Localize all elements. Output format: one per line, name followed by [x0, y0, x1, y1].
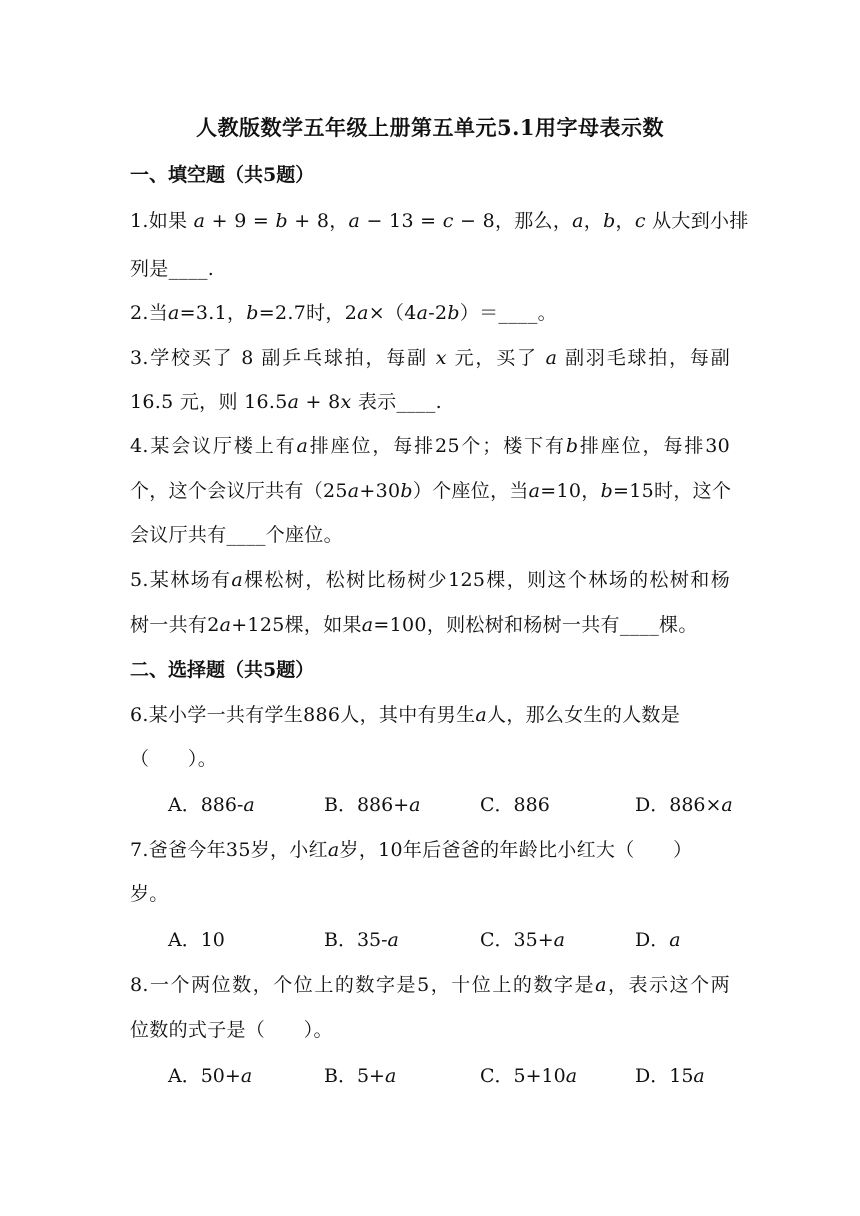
question-7-line-1: 7.爸爸今年35岁，小红𝑎岁，10年后爸爸的年龄比小红大（ ）	[130, 839, 693, 861]
section-heading-fill-blank: 一、填空题（共5题）	[130, 164, 315, 186]
question-1-line-2: 列是____.	[130, 258, 215, 280]
question-8-choice-d: D．15𝑎	[635, 1065, 705, 1087]
question-6-choice-c: C．886	[480, 794, 550, 816]
page-title: 人教版数学五年级上册第五单元5.1用字母表示数	[195, 115, 665, 140]
question-3-line-2: 16.5 元，则 16.5𝑎 + 8𝑥 表示____.	[130, 391, 442, 413]
question-7-choice-a: A．10	[168, 929, 225, 951]
question-5-line-2: 树一共有2𝑎+125棵，如果𝑎=100，则松树和杨树一共有____棵。	[130, 614, 698, 636]
question-4-line-2: 个，这个会议厅共有（25𝑎+30𝑏）个座位，当𝑎=10，𝑏=15时，这个	[130, 480, 732, 502]
question-2-line-1: 2.当𝑎=3.1，𝑏=2.7时，2𝑎×（4𝑎-2𝑏）＝____。	[130, 302, 557, 324]
question-6-choice-d: D．886×𝑎	[635, 794, 733, 816]
question-6-choice-b: B．886+𝑎	[324, 794, 421, 816]
question-1-line-1: 1.如果 𝑎 + 9 = 𝑏 + 8，𝑎 − 13 = 𝑐 − 8，那么，𝑎，𝑏，𝑐 从大到小排	[130, 210, 749, 232]
question-3-line-1: 3.学校买了 8 副乒乓球拍，每副 𝑥 元，买了 𝑎 副羽毛球拍，每副	[130, 347, 730, 369]
question-7-choice-c: C．35+𝑎	[480, 929, 565, 951]
question-7-choice-d: D．𝑎	[635, 929, 681, 951]
question-4-line-3: 会议厅共有____个座位。	[130, 524, 343, 546]
question-8-choice-b: B．5+𝑎	[324, 1065, 397, 1087]
question-8-choice-a: A．50+𝑎	[168, 1065, 253, 1087]
question-6-choice-a: A．886-𝑎	[168, 794, 255, 816]
question-8-choice-c: C．5+10𝑎	[480, 1065, 578, 1087]
section-heading-multiple-choice: 二、选择题（共5题）	[130, 659, 315, 681]
question-7-choice-b: B．35-𝑎	[324, 929, 399, 951]
question-7-line-2: 岁。	[130, 883, 169, 905]
question-8-line-2: 位数的式子是（ ）。	[130, 1019, 333, 1041]
question-8-line-1: 8.一个两位数，个位上的数字是5，十位上的数字是𝑎，表示这个两	[130, 974, 730, 996]
question-5-line-1: 5.某林场有𝑎棵松树，松树比杨树少125棵，则这个林场的松树和杨	[130, 569, 730, 591]
question-6-line-2: （ ）。	[130, 748, 218, 770]
question-6-line-1: 6.某小学一共有学生886人，其中有男生𝑎人，那么女生的人数是	[130, 704, 681, 726]
question-4-line-1: 4.某会议厅楼上有𝑎排座位，每排25个；楼下有𝑏排座位，每排30	[130, 435, 730, 457]
